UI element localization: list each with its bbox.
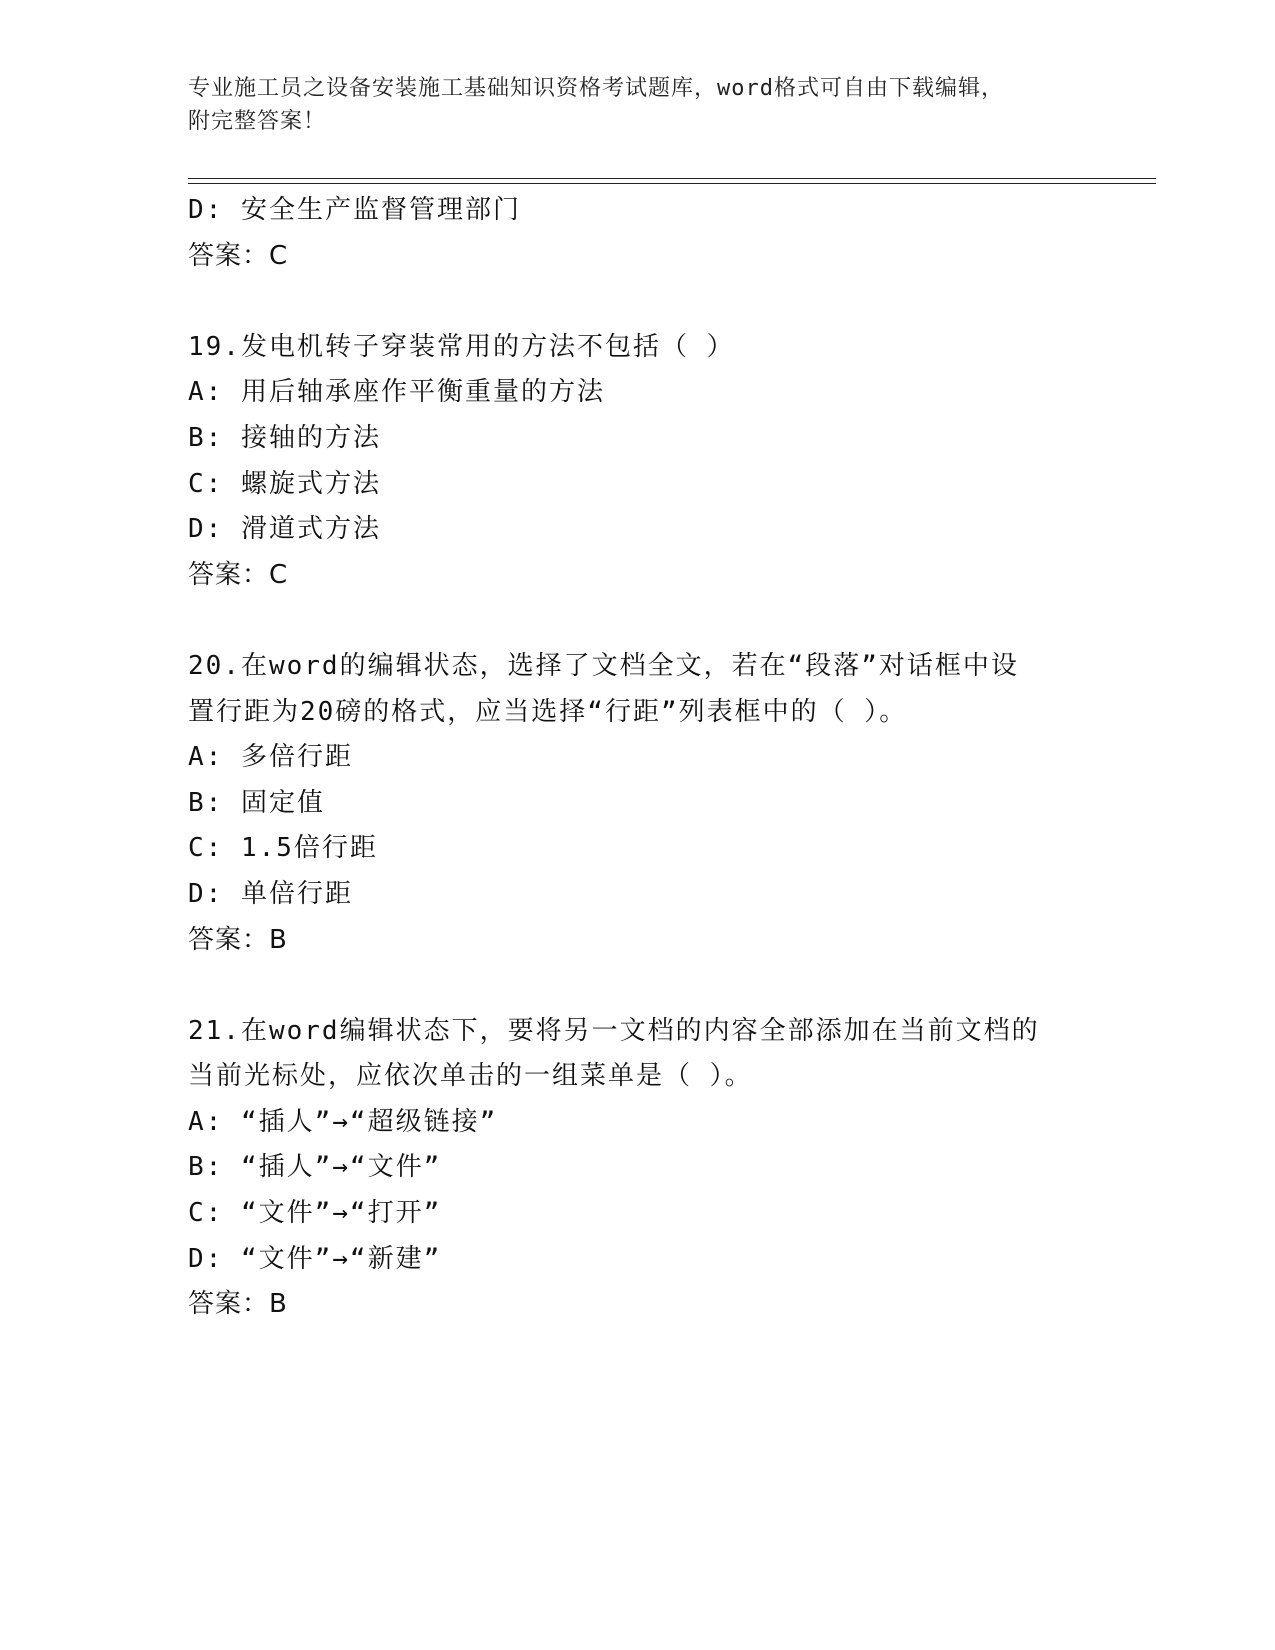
answer: 答案：B [188, 924, 288, 955]
document-body [188, 188, 1088, 1328]
option-c: C: 螺旋式方法 [188, 468, 381, 499]
question-21 [188, 1009, 1088, 1328]
answer: 答案：C [188, 240, 289, 271]
header-divider-bottom [188, 183, 1156, 184]
option-a: A: “插人”→“超级链接” [188, 1106, 498, 1137]
answer: 答案：B [188, 1289, 288, 1320]
header-line-1: 专业施工员之设备安装施工基础知识资格考试题库，word格式可自由下载编辑， [188, 76, 1004, 101]
question-stem-continued: 置行距为20磅的格式，应当选择“行距”列表框中的（ ）。 [188, 696, 908, 727]
question-20 [188, 644, 1088, 963]
question-stem: 21.在word编辑状态下，要将另一文档的内容全部添加在当前文档的 [188, 1015, 1040, 1046]
option-d: D: “文件”→“新建” [188, 1243, 442, 1274]
question-stem-continued: 当前光标处，应依次单击的一组菜单是（ ）。 [188, 1061, 753, 1092]
option-a: A: 多倍行距 [188, 742, 353, 773]
spacer [188, 963, 1088, 1009]
option-c: C: 1.5倍行距 [188, 833, 378, 864]
question-stem: 19.发电机转子穿装常用的方法不包括（ ） [188, 331, 735, 362]
page-header [188, 72, 1068, 138]
option-a: A: 用后轴承座作平衡重量的方法 [188, 377, 605, 408]
question-18-tail [188, 188, 1088, 279]
question-19 [188, 325, 1088, 599]
header-divider-top [188, 178, 1156, 179]
answer: 答案：C [188, 559, 289, 590]
option-b: B: 接轴的方法 [188, 422, 381, 453]
option-b: B: “插人”→“文件” [188, 1152, 442, 1183]
option-c: C: “文件”→“打开” [188, 1198, 442, 1229]
option-b: B: 固定值 [188, 787, 325, 818]
header-line-2: 附完整答案！ [188, 109, 327, 134]
option-d: D: 单倍行距 [188, 878, 353, 909]
spacer [188, 598, 1088, 644]
option-d: D: 滑道式方法 [188, 514, 381, 545]
option-d: D: 安全生产监督管理部门 [188, 195, 521, 225]
spacer [188, 279, 1088, 325]
question-stem: 20.在word的编辑状态，选择了文档全文，若在“段落”对话框中设 [188, 650, 1019, 681]
